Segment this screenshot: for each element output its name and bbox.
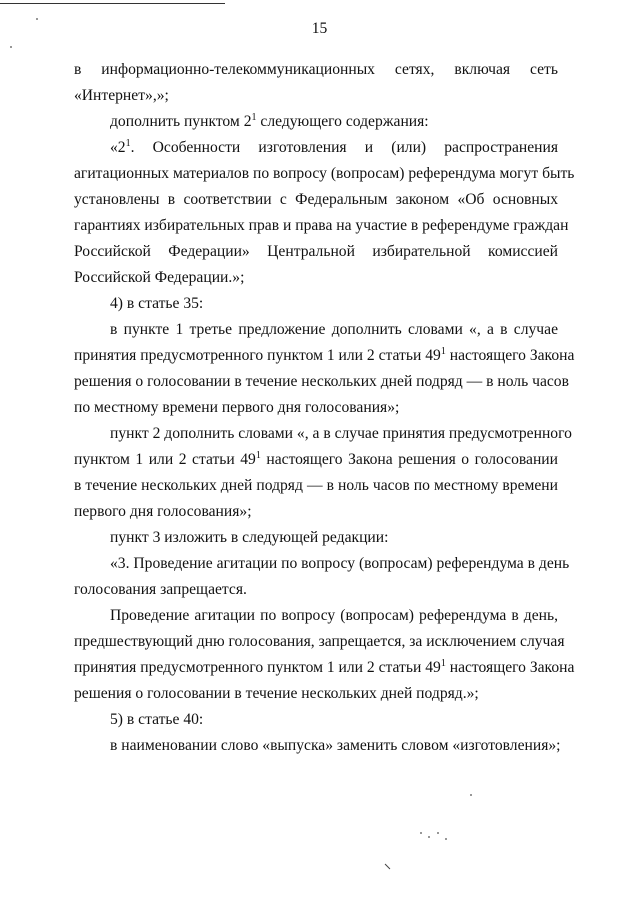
text-segment: настоящего Закона решения о голосовании bbox=[260, 451, 558, 468]
text-segment: настоящего Закона bbox=[445, 347, 575, 364]
text-line: установлены в соответствии с Федеральным законом «Об основных bbox=[74, 191, 558, 208]
text-line: в информационно-телекоммуникационных сетях, включая сеть bbox=[74, 61, 558, 78]
scan-speck bbox=[36, 18, 38, 20]
text-line bbox=[74, 346, 575, 364]
superscript: 1 bbox=[125, 138, 131, 149]
text-line bbox=[74, 452, 558, 468]
text-line bbox=[110, 114, 429, 130]
text-line bbox=[110, 140, 558, 156]
superscript: 1 bbox=[251, 112, 257, 123]
scan-speck bbox=[420, 832, 422, 834]
text-line: Российской Федерации» Центральной избирательной комиссией bbox=[74, 243, 558, 260]
text-line: 4) в статье 35: bbox=[110, 295, 204, 312]
superscript: 1 bbox=[440, 658, 446, 669]
text-line: в пункте 1 третье предложение дополнить словами «, а в случае bbox=[110, 321, 558, 338]
page-number: 15 bbox=[311, 20, 328, 37]
scan-mark bbox=[385, 864, 391, 870]
text-segment: . Особенности изготовления и (или) распространения bbox=[130, 139, 558, 156]
text-segment: «2 bbox=[110, 139, 126, 156]
text-line: первого дня голосования»; bbox=[74, 503, 252, 520]
text-line: в течение нескольких дней подряд — в ноль часов по местному времени bbox=[74, 477, 558, 494]
text-line: «Интернет»,»; bbox=[74, 87, 169, 104]
scan-speck bbox=[437, 832, 439, 834]
text-line: решения о голосовании в течение нескольких дней подряд — в ноль часов bbox=[74, 373, 569, 390]
text-line: агитационных материалов по вопросу (вопросам) референдума могут быть bbox=[74, 165, 575, 182]
text-line: голосования запрещается. bbox=[74, 581, 247, 598]
scan-speck bbox=[10, 46, 12, 48]
text-line: в наименовании слово «выпуска» заменить словом «изготовления»; bbox=[110, 737, 561, 754]
text-line: предшествующий дню голосования, запрещается, за исключением случая bbox=[74, 633, 565, 650]
scan-speck bbox=[428, 836, 430, 838]
text-line: Проведение агитации по вопросу (вопросам) референдума в день, bbox=[110, 607, 558, 624]
superscript: 1 bbox=[440, 346, 446, 357]
text-segment: пунктом 1 или 2 статьи 49 bbox=[74, 451, 256, 468]
text-segment: принятия предусмотренного пунктом 1 или 2 статьи 49 bbox=[74, 659, 441, 676]
text-segment: следующего содержания: bbox=[256, 113, 429, 130]
text-segment: дополнить пунктом 2 bbox=[110, 113, 252, 130]
scan-speck bbox=[470, 794, 472, 796]
text-line: решения о голосовании в течение нескольких дней подряд.»; bbox=[74, 685, 479, 702]
text-line bbox=[74, 658, 575, 676]
text-segment: принятия предусмотренного пунктом 1 или 2 статьи 49 bbox=[74, 347, 441, 364]
text-line: по местному времени первого дня голосования»; bbox=[74, 399, 400, 416]
text-line: Российской Федерации.»; bbox=[74, 269, 245, 286]
top-rule bbox=[0, 3, 225, 4]
text-line: 5) в статье 40: bbox=[110, 711, 204, 728]
text-segment: настоящего Закона bbox=[445, 659, 575, 676]
scan-speck bbox=[445, 838, 447, 840]
superscript: 1 bbox=[255, 450, 261, 461]
text-line: гарантиях избирательных прав и права на участие в референдуме граждан bbox=[74, 217, 569, 234]
text-line: пункт 3 изложить в следующей редакции: bbox=[110, 529, 389, 546]
text-line: «3. Проведение агитации по вопросу (вопросам) референдума в день bbox=[110, 555, 570, 572]
text-line: пункт 2 дополнить словами «, а в случае принятия предусмотренного bbox=[110, 425, 572, 442]
